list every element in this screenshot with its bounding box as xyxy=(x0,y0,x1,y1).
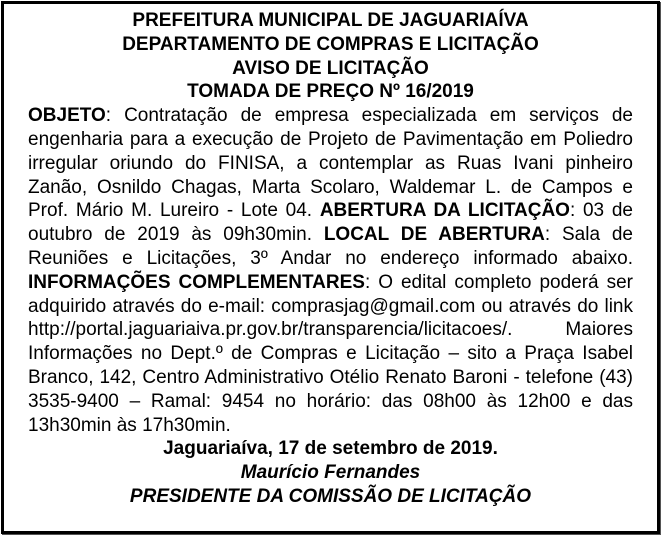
body-bold-label: ABERTURA DA LICITAÇÃO xyxy=(319,200,570,222)
body-text-run: : O edital completo poderá ser adquirido através do e-mail: comprasjag@gmail.com ou através do link http://portal.jaguariaiva.pr.gov.br/transparencia/licitacoes/. Maiores Informações no Dept.º de Compras e Licitação – sito a Praça Isabel Branco, 142, Centro Administrativo Otélio Renato Baroni - telefone (43) 3535-9400 – Ramal: 9454 no horário: das 08h00 às 12h00 e das 13h30min às 17h30min. xyxy=(28,271,633,436)
date-line: Jaguariaíva, 17 de setembro de 2019. xyxy=(163,438,498,460)
notice-document xyxy=(1,1,660,534)
body-bold-label: INFORMAÇÕES COMPLEMENTARES xyxy=(28,271,365,293)
signature-name: Maurício Fernandes xyxy=(240,462,421,484)
notice-body-paragraph xyxy=(28,104,633,437)
header-line-4: TOMADA DE PREÇO Nº 16/2019 xyxy=(187,81,474,103)
body-text-run: : Sala de Reuniões e Licitações, 3º Andar no endereço informado abaixo. xyxy=(28,224,634,269)
header-line-2: DEPARTAMENTO DE COMPRAS E LICITAÇÃO xyxy=(122,33,539,55)
body-text-run: : 03 de outubro de 2019 às 09h30min. xyxy=(28,200,634,246)
body-bold-label: LOCAL DE ABERTURA xyxy=(323,224,545,246)
notice-header xyxy=(28,9,633,104)
body-text-run: : Contratação de empresa especializada em serviços de engenharia para a execução de Projeto de Pavimentação em Poliedro irregular oriundo do FINISA, a contemplar as Ruas Ivani pinheiro Zanão, Osnildo Chagas, Marta Scolaro, Waldemar L. de Campos e Prof. Mário M. Lureiro - Lote 04. xyxy=(28,105,633,222)
signature-title: PRESIDENTE DA COMISSÃO DE LICITAÇÃO xyxy=(129,485,532,507)
header-line-1: PREFEITURA MUNICIPAL DE JAGUARIAÍVA xyxy=(132,10,529,31)
body-bold-label: OBJETO xyxy=(28,105,106,127)
notice-footer xyxy=(28,437,633,508)
header-line-3: AVISO DE LICITAÇÃO xyxy=(232,57,429,79)
